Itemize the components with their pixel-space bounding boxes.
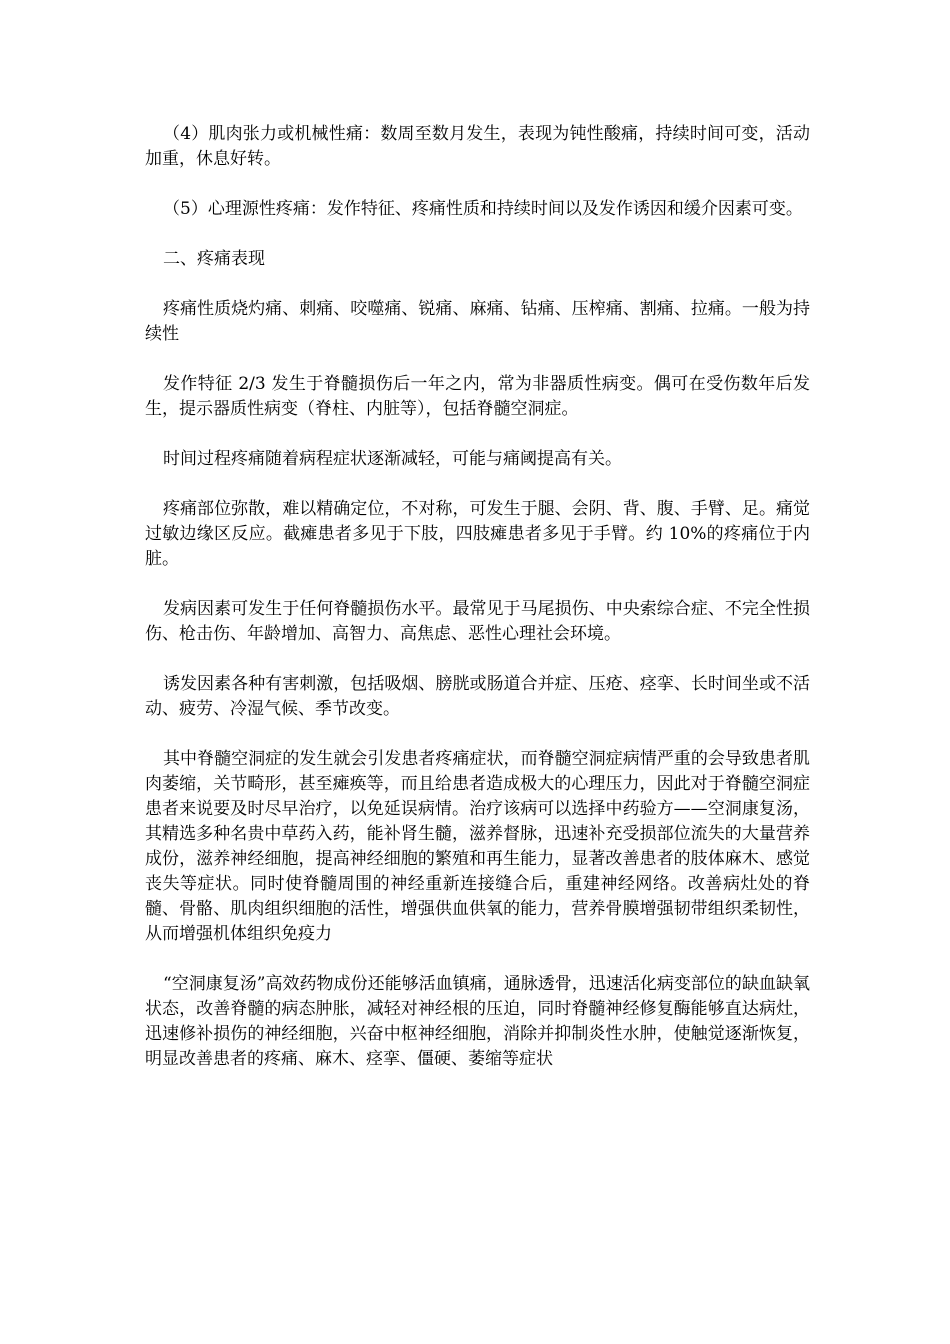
paragraph-muscle-tension-pain: （4）肌肉张力或机械性痛：数周至数月发生，表现为钝性酸痛，持续时间可变，活动加重，休息好转。: [145, 124, 810, 169]
paragraph-risk-factors: 发病因素可发生于任何脊髓损伤水平。最常见于马尾损伤、中央索综合症、不完全性损伤、枪击伤、年龄增加、高智力、高焦虑、恶性心理社会环境。: [145, 599, 810, 644]
paragraph-time-course: 时间过程疼痛随着病程症状逐渐减轻，可能与痛阈提高有关。: [163, 449, 622, 469]
paragraph-pain-nature: 疼痛性质烧灼痛、刺痛、咬噬痛、锐痛、麻痛、钻痛、压榨痛、割痛、拉痛。一般为持续性: [145, 299, 810, 344]
paragraph-syringomyelia-treatment: 其中脊髓空洞症的发生就会引发患者疼痛症状，而脊髓空洞症病情严重的会导致患者肌肉萎缩，关节畸形，甚至瘫痪等，而且给患者造成极大的心理压力，因此对于脊髓空洞症患者来说要及时尽早治疗，以免延误病情。治疗该病可以选择中药验方——空洞康复汤，其精选多种名贵中草药入药，能补肾生髓，滋养督脉，迅速补充受损部位流失的大量营养成份，滋养神经细胞，提高神经细胞的繁殖和再生能力，显著改善患者的肢体麻木、感觉丧失等症状。同时使脊髓周围的神经重新连接缝合后，重建神经网络。改善病灶处的脊髓、骨骼、肌肉组织细胞的活性，增强供血供氧的能力，营养骨膜增强韧带组织柔韧性，从而增强机体组织免疫力: [145, 749, 810, 944]
paragraph-remedy-effects: “空洞康复汤”高效药物成份还能够活血镇痛，通脉透骨，迅速活化病变部位的缺血缺氧状态，改善脊髓的病态肿胀，减轻对神经根的压迫，同时脊髓神经修复酶能够直达病灶，迅速修补损伤的神经细胞，兴奋中枢神经细胞，消除并抑制炎性水肿，使触觉逐渐恢复，明显改善患者的疼痛、麻木、痉挛、僵硬、萎缩等症状: [145, 974, 810, 1069]
paragraph-psychogenic-pain: （5）心理源性疼痛：发作特征、疼痛性质和持续时间以及发作诱因和缓介因素可变。: [163, 199, 803, 219]
paragraph-triggers: 诱发因素各种有害刺激，包括吸烟、膀胱或肠道合并症、压疮、痉挛、长时间坐或不活动、疲劳、冷湿气候、季节改变。: [145, 674, 810, 719]
section-heading-pain-manifestation: 二、疼痛表现: [163, 249, 265, 269]
document-body: [145, 122, 810, 1097]
paragraph-pain-location: 疼痛部位弥散，难以精确定位，不对称，可发生于腿、会阴、背、腹、手臂、足。痛觉过敏边缘区反应。截瘫患者多见于下肢，四肢瘫患者多见于手臂。约 10%的疼痛位于内脏。: [145, 499, 810, 569]
paragraph-onset-features: 发作特征 2/3 发生于脊髓损伤后一年之内，常为非器质性病变。偶可在受伤数年后发生，提示器质性病变（脊柱、内脏等），包括脊髓空洞症。: [145, 374, 810, 419]
